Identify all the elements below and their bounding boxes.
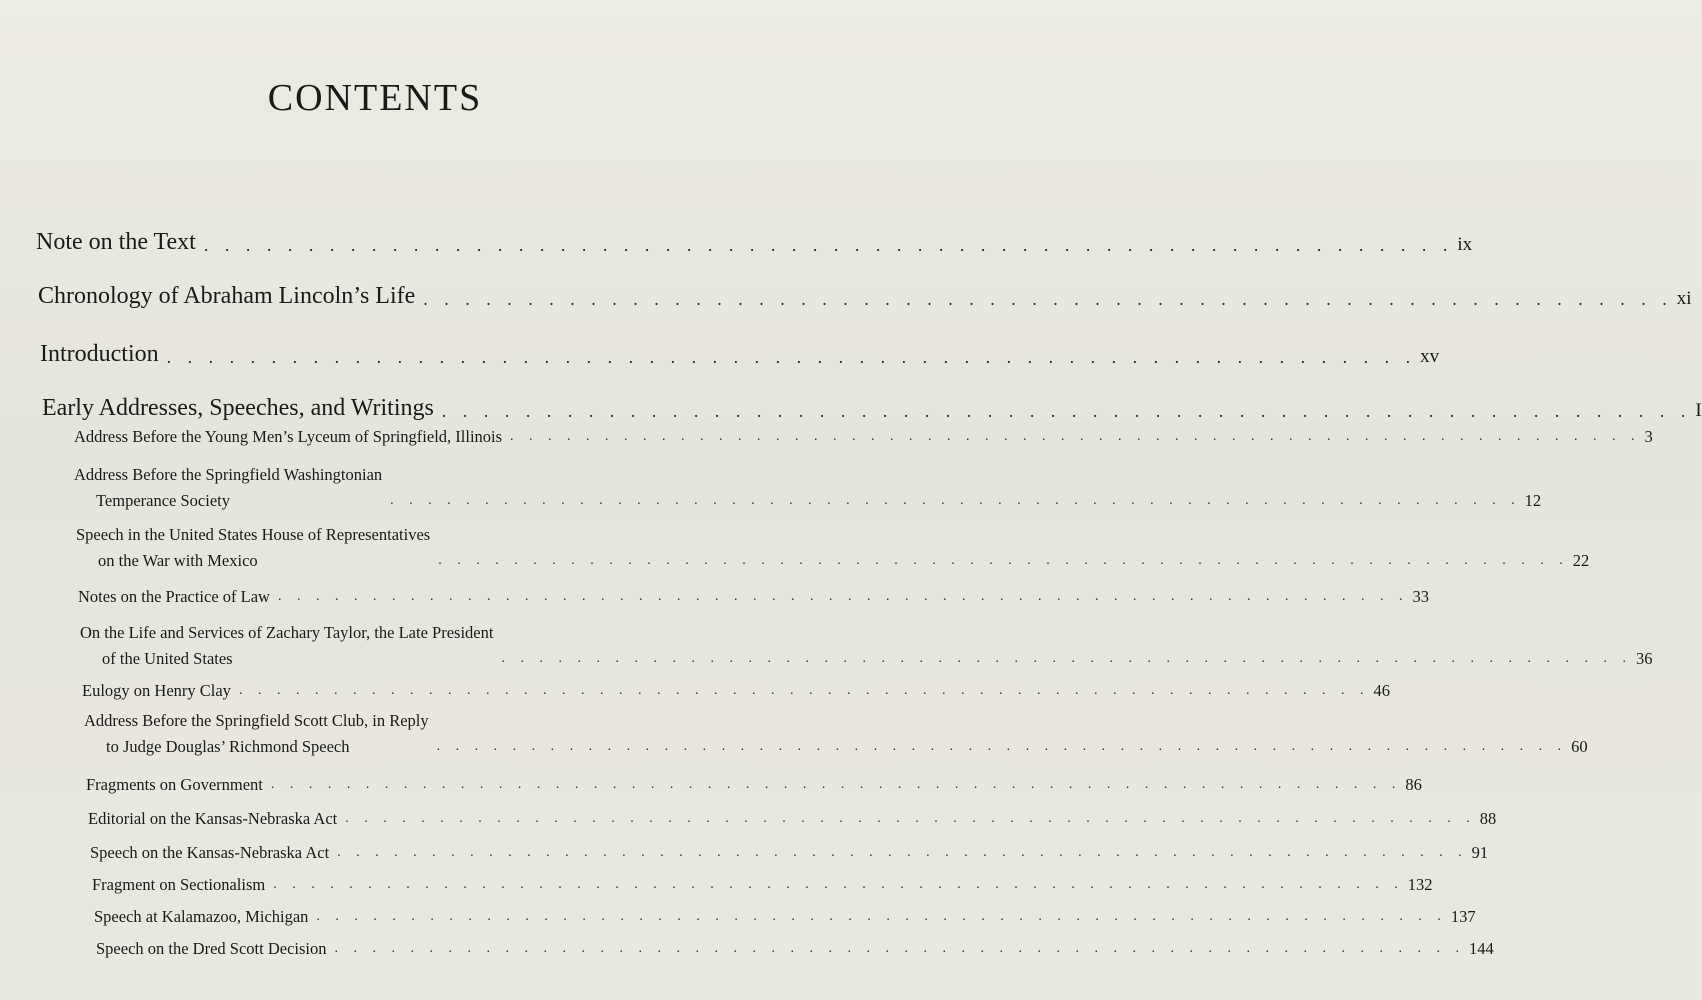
toc-page-number: xi — [1676, 288, 1692, 309]
dot-leader: . . . . . . . . . . . . . . . . . . . . . . . . . . . . . . . . . . . . . . . . . . . . . . . . . . . . . . . . . . . . — [337, 845, 1468, 860]
toc-page-number: 86 — [1405, 775, 1422, 794]
toc-page-number: 33 — [1412, 587, 1429, 606]
toc-entry-title: Fragment on Sectionalism — [92, 875, 266, 894]
toc-entry-title: Speech at Kalamazoo, Michigan — [94, 907, 309, 926]
dot-leader: . . . . . . . . . . . . . . . . . . . . . . . . . . . . . . . . . . . . . . . . . . . . . . . . . . . . . . . . . . . . — [436, 739, 1568, 754]
toc-entry-title: Early Addresses, Speeches, and Writings — [42, 395, 434, 421]
toc-page-number: 46 — [1373, 681, 1390, 700]
toc-entry-title: Introduction — [40, 341, 159, 367]
toc-entry-title: Address Before the Springfield Washingtonian — [74, 465, 383, 484]
toc-entry-title: Speech in the United States House of Representatives — [76, 525, 431, 544]
toc-entry-title-continuation: Temperance Society — [96, 491, 230, 510]
toc-entry — [90, 840, 1489, 866]
toc-entry — [84, 708, 1588, 760]
toc-entry-title: Notes on the Practice of Law — [78, 587, 270, 606]
toc-entry — [94, 904, 1476, 930]
toc-page-number: 91 — [1471, 843, 1489, 862]
toc-entry — [86, 772, 1422, 798]
toc-entry — [74, 462, 1542, 514]
toc-major-entry — [40, 332, 1440, 368]
dot-leader: . . . . . . . . . . . . . . . . . . . . . . . . . . . . . . . . . . . . . . . . . . . . . . . . . . . . . . . . . . . . — [423, 289, 1673, 309]
dot-leader: . . . . . . . . . . . . . . . . . . . . . . . . . . . . . . . . . . . . . . . . . . . . . . . . . . . . . . . . . . . . — [203, 235, 1454, 255]
toc-page-number: 137 — [1450, 907, 1476, 926]
toc-entry — [74, 424, 1653, 450]
toc-entry-title: On the Life and Services of Zachary Taylor, the Late President — [80, 623, 494, 642]
toc-entry-title-continuation: on the War with Mexico — [98, 551, 258, 570]
toc-entry-title-continuation: of the United States — [102, 649, 233, 668]
toc-entry-title: Fragments on Government — [86, 775, 263, 794]
dot-leader: . . . . . . . . . . . . . . . . . . . . . . . . . . . . . . . . . . . . . . . . . . . . . . . . . . . . . . . . . . . . — [277, 589, 1409, 604]
dot-leader: . . . . . . . . . . . . . . . . . . . . . . . . . . . . . . . . . . . . . . . . . . . . . . . . . . . . . . . . . . . . — [438, 553, 1569, 568]
dot-leader: . . . . . . . . . . . . . . . . . . . . . . . . . . . . . . . . . . . . . . . . . . . . . . . . . . . . . . . . . . . . — [273, 877, 1404, 892]
toc-page-number: ix — [1457, 234, 1473, 255]
toc-entry — [80, 620, 1653, 672]
toc-page-number: xv — [1420, 346, 1440, 367]
toc-entry-title: Address Before the Young Men’s Lyceum of Springfield, Illinois — [74, 427, 503, 446]
dot-leader: . . . . . . . . . . . . . . . . . . . . . . . . . . . . . . . . . . . . . . . . . . . . . . . . . . . . . . . . . . . . — [270, 777, 1402, 792]
toc-major-entry — [36, 220, 1473, 256]
toc-entry-title: Speech on the Dred Scott Decision — [96, 939, 327, 958]
toc-entry-title: Chronology of Abraham Lincoln’s Life — [38, 283, 416, 309]
toc-entry-title: Editorial on the Kansas-Nebraska Act — [88, 809, 338, 828]
dot-leader: . . . . . . . . . . . . . . . . . . . . . . . . . . . . . . . . . . . . . . . . . . . . . . . . . . . . . . . . . . . . — [316, 909, 1447, 924]
toc-major-entry — [38, 274, 1692, 310]
dot-leader: . . . . . . . . . . . . . . . . . . . . . . . . . . . . . . . . . . . . . . . . . . . . . . . . . . . . . . . . . . . . — [510, 429, 1641, 444]
dot-leader: . . . . . . . . . . . . . . . . . . . . . . . . . . . . . . . . . . . . . . . . . . . . . . . . . . . . . . . . . . . . — [501, 651, 1632, 666]
toc-entry — [76, 522, 1590, 574]
toc-entry-title: Speech on the Kansas-Nebraska Act — [90, 843, 330, 862]
toc-page-number: 132 — [1407, 875, 1433, 894]
toc-page-number: 60 — [1571, 737, 1588, 756]
toc-entry-title-continuation: to Judge Douglas’ Richmond Speech — [106, 737, 350, 756]
toc-page-number: 36 — [1635, 649, 1653, 668]
dot-leader: . . . . . . . . . . . . . . . . . . . . . . . . . . . . . . . . . . . . . . . . . . . . . . . . . . . . . . . . . . . . — [334, 941, 1465, 956]
toc-entry-title: Eulogy on Henry Clay — [82, 681, 231, 700]
dot-leader: . . . . . . . . . . . . . . . . . . . . . . . . . . . . . . . . . . . . . . . . . . . . . . . . . . . . . . . . . . . . — [345, 811, 1476, 826]
dot-leader: . . . . . . . . . . . . . . . . . . . . . . . . . . . . . . . . . . . . . . . . . . . . . . . . . . . . . . . . . . . . — [238, 683, 1370, 698]
dot-leader: . . . . . . . . . . . . . . . . . . . . . . . . . . . . . . . . . . . . . . . . . . . . . . . . . . . . . . . . . . . . — [441, 401, 1692, 421]
toc-entry — [96, 936, 1494, 962]
toc-entry — [82, 678, 1390, 704]
toc-page-number: 3 — [1644, 427, 1653, 446]
toc-page-number: 144 — [1468, 939, 1494, 958]
toc-page-number: 88 — [1479, 809, 1497, 828]
toc-page-number: I — [1695, 400, 1702, 421]
toc-entry — [92, 872, 1433, 898]
toc-page-number: 12 — [1524, 491, 1542, 510]
toc-page-number: 22 — [1572, 551, 1590, 570]
toc-major-entry — [42, 386, 1702, 422]
dot-leader: . . . . . . . . . . . . . . . . . . . . . . . . . . . . . . . . . . . . . . . . . . . . . . . . . . . . . . . . . . . . — [166, 347, 1417, 367]
toc-entry — [88, 806, 1497, 832]
page-title: CONTENTS — [267, 77, 483, 119]
toc-entry — [78, 584, 1429, 610]
toc-entry-title: Address Before the Springfield Scott Club, in Reply — [84, 711, 429, 730]
dot-leader: . . . . . . . . . . . . . . . . . . . . . . . . . . . . . . . . . . . . . . . . . . . . . . . . . . . . . . . . . . . . — [390, 493, 1521, 508]
toc-entry-title: Note on the Text — [36, 229, 196, 255]
